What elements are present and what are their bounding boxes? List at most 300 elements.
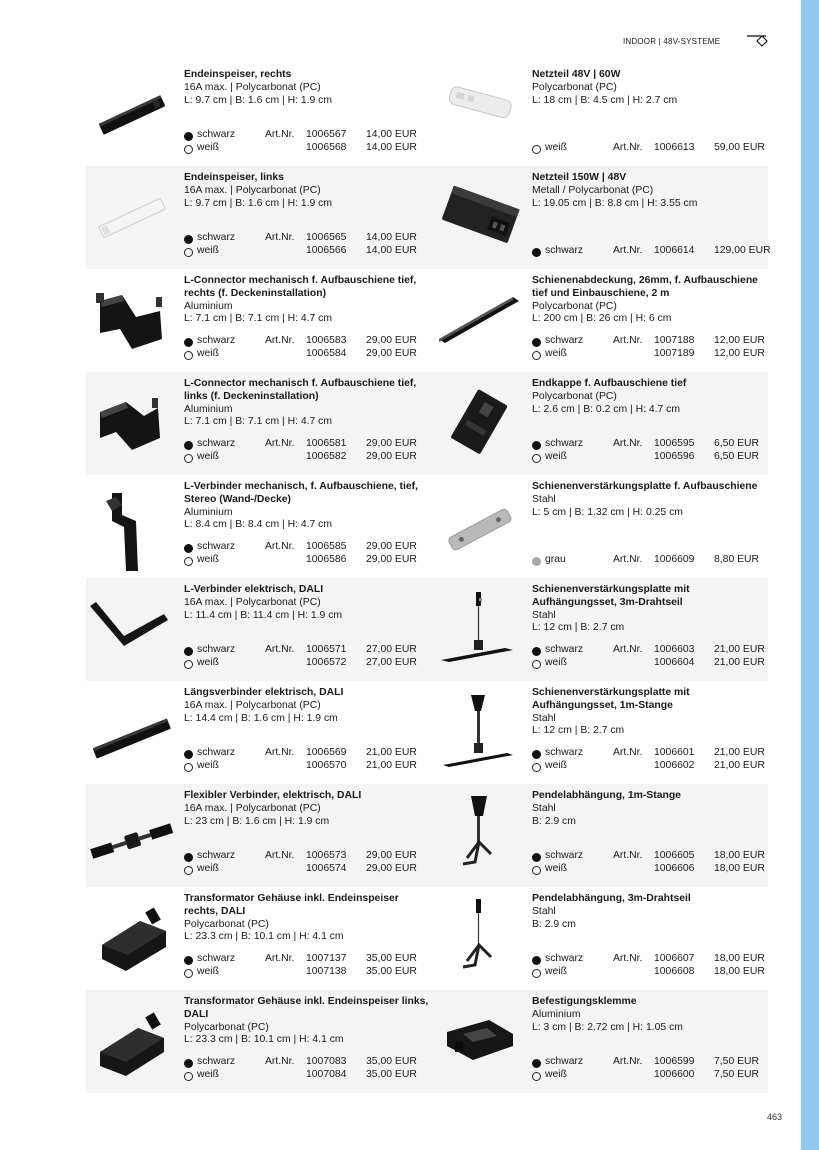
variant-color: schwarz <box>545 747 584 759</box>
variant-color: schwarz <box>545 438 584 450</box>
price: 21,00 EUR <box>366 747 417 759</box>
price: 8,80 EUR <box>714 554 760 566</box>
article-number: 1006566 <box>306 245 347 257</box>
product-spec: Aluminium <box>184 403 233 415</box>
variant-row <box>532 348 769 361</box>
article-number: 1006570 <box>306 760 347 772</box>
variant-list <box>184 953 424 979</box>
product-spec: 16A max. | Polycarbonat (PC) <box>184 81 321 93</box>
product-spec: L: 19.05 cm | B: 8.8 cm | H: 3.55 cm <box>532 197 698 209</box>
variant-list <box>532 438 769 464</box>
product-image <box>433 269 525 372</box>
track-arrow-icon <box>746 33 770 49</box>
article-label: Art.Nr. <box>265 541 295 553</box>
product-card <box>433 784 768 887</box>
color-swatch <box>532 1072 541 1081</box>
variant-row <box>184 1056 424 1069</box>
variant-color: weiß <box>197 966 219 978</box>
article-label: Art.Nr. <box>265 1056 295 1068</box>
product-name: Netzteil 48V | 60W <box>532 69 621 80</box>
variant-color: schwarz <box>545 1056 584 1068</box>
variant-row <box>184 348 424 361</box>
product-card <box>433 269 768 372</box>
product-spec: L: 7.1 cm | B: 7.1 cm | H: 4.7 cm <box>184 416 333 428</box>
product-name: L-Connector mechanisch f. Aufbauschiene tief, links (f. Deckeninstallation) <box>184 378 417 402</box>
variant-color: weiß <box>545 348 567 360</box>
variant-color: weiß <box>545 760 567 772</box>
price: 29,00 EUR <box>366 438 417 450</box>
variant-row <box>532 142 769 155</box>
variant-color: schwarz <box>197 850 236 862</box>
article-label: Art.Nr. <box>613 438 643 450</box>
product-row <box>86 578 768 681</box>
color-swatch <box>532 1059 541 1068</box>
product-name: Pendelabhängung, 3m-Drahtseil <box>532 893 691 904</box>
product-image <box>86 63 178 166</box>
price: 18,00 EUR <box>714 953 765 965</box>
article-label: Art.Nr. <box>613 142 643 154</box>
article-number: 1006609 <box>654 554 695 566</box>
product-row <box>86 372 768 475</box>
variant-row <box>184 760 424 773</box>
article-label: Art.Nr. <box>265 232 295 244</box>
color-swatch <box>532 647 541 656</box>
price: 35,00 EUR <box>366 966 417 978</box>
article-number: 1006595 <box>654 438 695 450</box>
article-number: 1006582 <box>306 451 347 463</box>
article-number: 1006585 <box>306 541 347 553</box>
product-card <box>433 372 768 475</box>
page-header <box>560 33 770 49</box>
page-number: 463 <box>767 1112 783 1122</box>
variant-row <box>184 335 424 348</box>
product-info <box>532 275 769 326</box>
price: 14,00 EUR <box>366 245 417 257</box>
color-swatch <box>532 338 541 347</box>
color-swatch <box>532 557 541 566</box>
color-swatch <box>184 750 193 759</box>
variant-color: schwarz <box>197 541 236 553</box>
product-spec: L: 12 cm | B: 2.7 cm <box>532 622 625 634</box>
product-info <box>184 69 429 107</box>
variant-list <box>532 953 769 979</box>
color-swatch <box>184 441 193 450</box>
price: 29,00 EUR <box>366 863 417 875</box>
product-spec: Metall / Polycarbonat (PC) <box>532 184 654 196</box>
product-spec: L: 8.4 cm | B: 8.4 cm | H: 4.7 cm <box>184 519 333 531</box>
price: 18,00 EUR <box>714 863 765 875</box>
variant-row <box>532 1069 769 1082</box>
product-image <box>86 166 178 269</box>
product-info <box>532 687 769 738</box>
price: 29,00 EUR <box>366 541 417 553</box>
product-spec: L: 3 cm | B: 2.72 cm | H: 1.05 cm <box>532 1021 683 1033</box>
product-spec: B: 2.9 cm <box>532 918 576 930</box>
product-spec: Stahl <box>532 802 556 814</box>
product-row <box>86 269 768 372</box>
product-name: Pendelabhängung, 1m-Stange <box>532 790 681 801</box>
article-number: 1007138 <box>306 966 347 978</box>
product-image <box>86 681 178 784</box>
color-swatch <box>184 853 193 862</box>
product-name: Flexibler Verbinder, elektrisch, DALI <box>184 790 362 801</box>
price: 29,00 EUR <box>366 335 417 347</box>
product-card <box>433 166 771 269</box>
article-label: Art.Nr. <box>613 953 643 965</box>
product-card <box>433 887 768 990</box>
article-number: 1006583 <box>306 335 347 347</box>
color-swatch <box>184 1059 193 1068</box>
price: 12,00 EUR <box>714 335 765 347</box>
price: 7,50 EUR <box>714 1056 760 1068</box>
variant-color: schwarz <box>197 953 236 965</box>
product-card <box>86 63 433 166</box>
article-number: 1006568 <box>306 142 347 154</box>
color-swatch <box>184 544 193 553</box>
article-number: 1006584 <box>306 348 347 360</box>
product-card <box>433 475 768 578</box>
article-number: 1006569 <box>306 747 347 759</box>
variant-color: schwarz <box>197 335 236 347</box>
product-card <box>86 578 433 681</box>
product-spec: Stahl <box>532 609 556 621</box>
product-spec: Polycarbonat (PC) <box>532 300 617 312</box>
product-name: Längsverbinder elektrisch, DALI <box>184 687 344 698</box>
color-swatch <box>184 660 193 669</box>
product-info <box>184 687 429 725</box>
color-swatch <box>184 145 193 154</box>
variant-row <box>184 438 424 451</box>
product-image <box>86 475 178 578</box>
variant-row <box>184 953 424 966</box>
product-spec: Aluminium <box>532 1008 581 1020</box>
product-spec: Stahl <box>532 712 556 724</box>
variant-color: weiß <box>545 1069 567 1081</box>
product-row <box>86 681 768 784</box>
product-spec: 16A max. | Polycarbonat (PC) <box>184 184 321 196</box>
product-image <box>433 578 525 681</box>
variant-color: weiß <box>197 348 219 360</box>
color-swatch <box>184 454 193 463</box>
variant-row <box>532 747 769 760</box>
product-row <box>86 63 768 166</box>
variant-row <box>184 657 424 670</box>
product-spec: Aluminium <box>184 506 233 518</box>
product-image <box>433 784 525 887</box>
color-swatch <box>532 866 541 875</box>
product-row <box>86 887 768 990</box>
variant-list <box>532 1056 769 1082</box>
product-card <box>86 990 433 1093</box>
variant-row <box>532 953 769 966</box>
color-swatch <box>532 853 541 862</box>
article-number: 1006574 <box>306 863 347 875</box>
article-label: Art.Nr. <box>265 335 295 347</box>
variant-color: weiß <box>545 966 567 978</box>
article-number: 1006573 <box>306 850 347 862</box>
product-image <box>86 990 178 1093</box>
article-number: 1006601 <box>654 747 695 759</box>
product-name: L-Verbinder mechanisch, f. Aufbauschiene, tief, Stereo (Wand-/Decke) <box>184 481 419 505</box>
product-info <box>184 378 429 429</box>
color-swatch <box>184 338 193 347</box>
variant-list <box>532 335 769 361</box>
article-label: Art.Nr. <box>613 335 643 347</box>
article-number: 1006606 <box>654 863 695 875</box>
product-spec: L: 23.3 cm | B: 10.1 cm | H: 4.1 cm <box>184 1034 344 1046</box>
price: 21,00 EUR <box>714 657 765 669</box>
price: 35,00 EUR <box>366 953 417 965</box>
price: 129,00 EUR <box>714 245 771 257</box>
variant-color: schwarz <box>197 129 236 141</box>
variant-color: weiß <box>197 760 219 772</box>
article-label: Art.Nr. <box>265 438 295 450</box>
variant-color: weiß <box>545 451 567 463</box>
color-swatch <box>532 660 541 669</box>
variant-color: schwarz <box>197 232 236 244</box>
color-swatch <box>532 956 541 965</box>
price: 14,00 EUR <box>366 129 417 141</box>
product-name: Netzteil 150W | 48V <box>532 172 627 183</box>
product-card <box>86 166 433 269</box>
product-card <box>86 681 433 784</box>
variant-color: weiß <box>545 863 567 875</box>
article-number: 1007083 <box>306 1056 347 1068</box>
variant-color: schwarz <box>545 953 584 965</box>
product-image <box>86 887 178 990</box>
article-number: 1006596 <box>654 451 695 463</box>
product-name: Schienenabdeckung, 26mm, f. Aufbauschiene tief und Einbauschiene, 2 m <box>532 275 758 299</box>
article-label: Art.Nr. <box>613 850 643 862</box>
article-label: Art.Nr. <box>265 953 295 965</box>
product-image <box>433 63 525 166</box>
article-label: Art.Nr. <box>265 129 295 141</box>
variant-list <box>532 554 769 567</box>
article-number: 1006581 <box>306 438 347 450</box>
variant-row <box>532 850 769 863</box>
product-card <box>86 784 433 887</box>
product-card <box>86 372 433 475</box>
product-info <box>532 790 769 828</box>
color-swatch <box>184 235 193 244</box>
color-swatch <box>184 351 193 360</box>
variant-list <box>184 438 424 464</box>
product-info <box>532 69 769 107</box>
product-spec: Polycarbonat (PC) <box>184 918 269 930</box>
product-spec: L: 9.7 cm | B: 1.6 cm | H: 1.9 cm <box>184 197 333 209</box>
color-swatch <box>184 763 193 772</box>
article-number: 1006607 <box>654 953 695 965</box>
product-info <box>532 378 769 416</box>
variant-color: weiß <box>545 657 567 669</box>
variant-row <box>184 451 424 464</box>
product-info <box>532 172 769 210</box>
article-number: 1006614 <box>654 245 695 257</box>
color-swatch <box>184 866 193 875</box>
article-label: Art.Nr. <box>613 245 643 257</box>
product-image <box>433 166 525 269</box>
variant-color: weiß <box>197 245 219 257</box>
variant-list <box>532 644 769 670</box>
product-info <box>184 584 429 622</box>
variant-color: schwarz <box>197 438 236 450</box>
product-spec: 16A max. | Polycarbonat (PC) <box>184 699 321 711</box>
color-swatch <box>532 145 541 154</box>
color-swatch <box>532 969 541 978</box>
color-swatch <box>532 441 541 450</box>
article-number: 1006599 <box>654 1056 695 1068</box>
price: 6,50 EUR <box>714 438 760 450</box>
product-image <box>86 578 178 681</box>
product-name: Befestigungsklemme <box>532 996 637 1007</box>
product-spec: Polycarbonat (PC) <box>532 390 617 402</box>
price: 21,00 EUR <box>714 760 765 772</box>
variant-row <box>184 142 424 155</box>
variant-list <box>184 747 424 773</box>
product-spec: Stahl <box>532 493 556 505</box>
article-number: 1006567 <box>306 129 347 141</box>
article-number: 1006602 <box>654 760 695 772</box>
variant-color: weiß <box>197 554 219 566</box>
color-swatch <box>532 248 541 257</box>
variant-row <box>184 644 424 657</box>
product-info <box>184 172 429 210</box>
product-image <box>433 681 525 784</box>
price: 21,00 EUR <box>714 747 765 759</box>
variant-row <box>184 245 424 258</box>
variant-list <box>532 245 769 258</box>
product-card <box>86 475 433 578</box>
product-spec: L: 2.6 cm | B: 0.2 cm | H: 4.7 cm <box>532 403 681 415</box>
product-image <box>433 372 525 475</box>
article-number: 1006586 <box>306 554 347 566</box>
product-spec: L: 18 cm | B: 4.5 cm | H: 2.7 cm <box>532 94 678 106</box>
product-image <box>433 990 525 1093</box>
variant-row <box>184 129 424 142</box>
variant-row <box>184 554 424 567</box>
variant-row <box>532 760 769 773</box>
product-info <box>532 481 769 519</box>
product-spec: L: 200 cm | B: 26 cm | H: 6 cm <box>532 313 672 325</box>
variant-row <box>532 451 769 464</box>
price: 7,50 EUR <box>714 1069 760 1081</box>
article-number: 1006605 <box>654 850 695 862</box>
variant-row <box>184 747 424 760</box>
product-card <box>433 990 768 1093</box>
color-swatch <box>184 248 193 257</box>
product-image <box>433 475 525 578</box>
product-info <box>184 275 429 326</box>
product-card <box>86 269 433 372</box>
product-image <box>86 784 178 887</box>
variant-row <box>184 863 424 876</box>
variant-list <box>532 142 769 155</box>
price: 59,00 EUR <box>714 142 765 154</box>
article-label: Art.Nr. <box>265 747 295 759</box>
product-spec: L: 12 cm | B: 2.7 cm <box>532 725 625 737</box>
article-number: 1006603 <box>654 644 695 656</box>
product-row <box>86 475 768 578</box>
price: 14,00 EUR <box>366 142 417 154</box>
variant-row <box>532 245 769 258</box>
article-number: 1006571 <box>306 644 347 656</box>
product-info <box>532 893 769 931</box>
product-image <box>433 887 525 990</box>
color-swatch <box>532 750 541 759</box>
variant-color: weiß <box>197 451 219 463</box>
variant-list <box>184 850 424 876</box>
article-number: 1007084 <box>306 1069 347 1081</box>
variant-row <box>532 644 769 657</box>
variant-row <box>532 657 769 670</box>
color-swatch <box>184 969 193 978</box>
product-card <box>433 681 768 784</box>
variant-list <box>184 1056 424 1082</box>
variant-row <box>532 863 769 876</box>
product-spec: Aluminium <box>184 300 233 312</box>
price: 35,00 EUR <box>366 1056 417 1068</box>
price: 29,00 EUR <box>366 554 417 566</box>
variant-list <box>532 850 769 876</box>
product-name: L-Verbinder elektrisch, DALI <box>184 584 324 595</box>
color-swatch <box>184 1072 193 1081</box>
product-spec: L: 14.4 cm | B: 1.6 cm | H: 1.9 cm <box>184 712 338 724</box>
price: 29,00 EUR <box>366 451 417 463</box>
variant-row <box>184 232 424 245</box>
variant-row <box>532 335 769 348</box>
article-number: 1007137 <box>306 953 347 965</box>
variant-color: schwarz <box>197 644 236 656</box>
variant-color: schwarz <box>197 1056 236 1068</box>
variant-color: weiß <box>197 142 219 154</box>
color-swatch <box>184 557 193 566</box>
product-card <box>86 887 433 990</box>
variant-row <box>532 1056 769 1069</box>
product-row <box>86 166 771 269</box>
color-swatch <box>532 454 541 463</box>
product-name: Endeinspeiser, links <box>184 172 284 183</box>
variant-row <box>184 541 424 554</box>
price: 27,00 EUR <box>366 657 417 669</box>
price: 21,00 EUR <box>366 760 417 772</box>
product-image <box>86 372 178 475</box>
product-info <box>184 893 429 944</box>
product-row <box>86 990 768 1093</box>
article-label: Art.Nr. <box>265 644 295 656</box>
product-info <box>532 996 769 1034</box>
price: 18,00 EUR <box>714 850 765 862</box>
price: 29,00 EUR <box>366 850 417 862</box>
article-number: 1006613 <box>654 142 695 154</box>
article-number: 1006600 <box>654 1069 695 1081</box>
product-grid <box>86 63 771 1093</box>
product-image <box>86 269 178 372</box>
article-label: Art.Nr. <box>613 644 643 656</box>
product-spec: L: 5 cm | B: 1.32 cm | H: 0.25 cm <box>532 506 683 518</box>
variant-color: grau <box>545 554 566 566</box>
variant-color: weiß <box>197 657 219 669</box>
product-name: Schienenverstärkungsplatte mit Aufhängungsset, 1m-Stange <box>532 687 690 711</box>
article-label: Art.Nr. <box>613 554 643 566</box>
product-name: Endeinspeiser, rechts <box>184 69 292 80</box>
article-number: 1006608 <box>654 966 695 978</box>
side-accent-bar <box>801 0 819 1150</box>
variant-color: schwarz <box>545 335 584 347</box>
price: 21,00 EUR <box>714 644 765 656</box>
product-card <box>433 63 768 166</box>
price: 14,00 EUR <box>366 232 417 244</box>
price: 35,00 EUR <box>366 1069 417 1081</box>
